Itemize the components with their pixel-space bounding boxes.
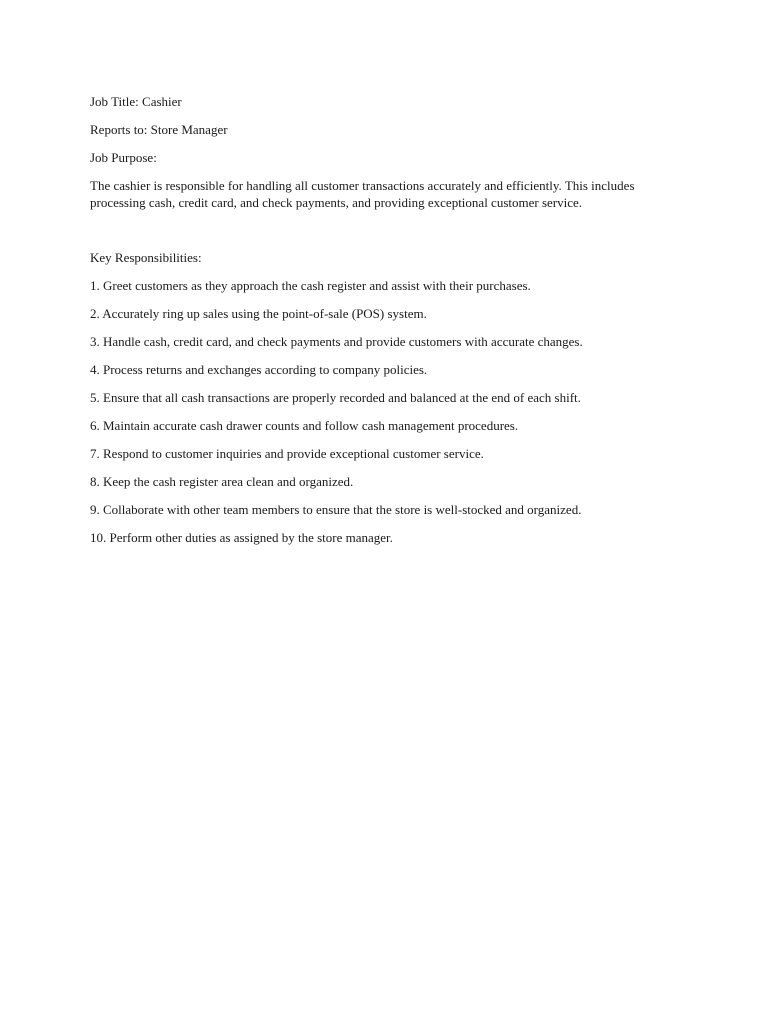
job-purpose-heading: Job Purpose: [90,150,157,165]
responsibility-item: 8. Keep the cash register area clean and organized. [90,474,354,489]
responsibility-item: 3. Handle cash, credit card, and check payments and provide customers with accurate changes. [90,334,583,349]
key-responsibilities-heading: Key Responsibilities: [90,250,202,265]
responsibility-item: 10. Perform other duties as assigned by the store manager. [90,530,393,545]
responsibilities-list [90,277,690,546]
reports-to: Reports to: Store Manager [90,122,228,137]
section-spacer [90,222,690,249]
responsibility-item: 6. Maintain accurate cash drawer counts and follow cash management procedures. [90,418,519,433]
responsibility-item: 1. Greet customers as they approach the cash register and assist with their purchases. [90,278,531,293]
job-title: Job Title: Cashier [90,94,182,109]
responsibility-item: 7. Respond to customer inquiries and provide exceptional customer service. [90,446,484,461]
responsibility-item: 2. Accurately ring up sales using the point-of-sale (POS) system. [90,306,427,321]
responsibility-item: 4. Process returns and exchanges according to company policies. [90,362,428,377]
responsibility-item: 5. Ensure that all cash transactions are properly recorded and balanced at the end of each shift. [90,390,581,405]
responsibility-item: 9. Collaborate with other team members to ensure that the store is well-stocked and organized. [90,502,582,517]
document-body [90,93,690,557]
job-purpose-text: The cashier is responsible for handling all customer transactions accurately and efficiently. This includes processing cash, credit card, and check payments, and providing exceptional customer service. [90,178,635,210]
